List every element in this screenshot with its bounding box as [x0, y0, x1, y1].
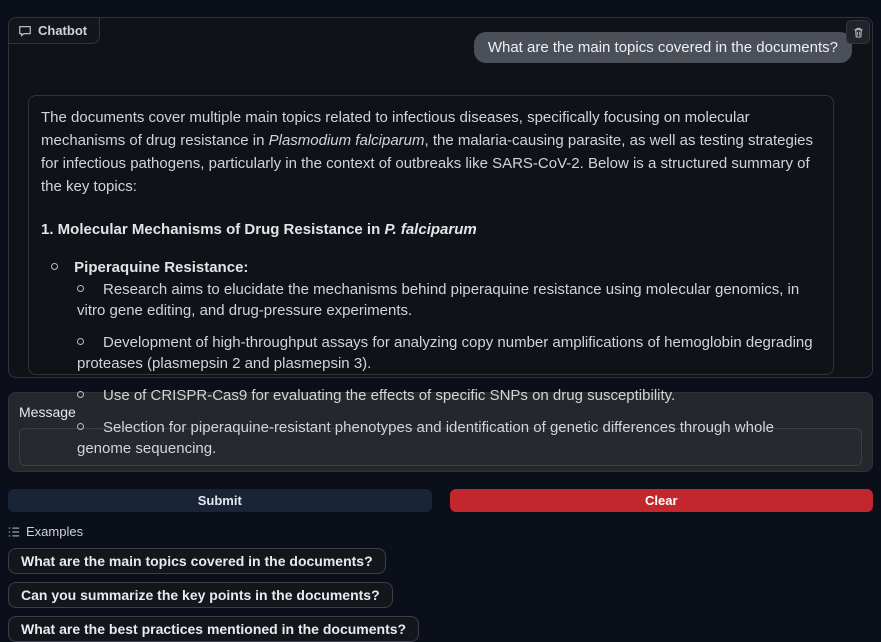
bot-point-item: Development of high-throughput assays for analyzing copy number amplifications of hemoglobin degrading proteases (plasmepsin 2 and plasmepsin 3). [77, 332, 821, 374]
bot-topic-item [51, 256, 821, 459]
action-button-row [8, 489, 873, 512]
bot-intro-paragraph: The documents cover multiple main topics related to infectious diseases, specifically focusing on molecular mechanisms of drug resistance in Plasmodium falciparum, the malaria-causing parasite, as well as testing strategies for infectious pathogens, particularly in the context of outbreaks like SARS-CoV-2. Below is a structured summary of the key topics: [41, 109, 814, 195]
examples-section [8, 524, 873, 642]
example-button[interactable]: What are the best practices mentioned in the documents? [8, 616, 419, 642]
examples-label: Examples [26, 524, 84, 539]
user-message-bubble[interactable]: What are the main topics covered in the documents? [474, 32, 852, 63]
bot-point-item: Research aims to elucidate the mechanisms behind piperaquine resistance using molecular genomics, in vitro gene editing, and drug-pressure experiments. [77, 279, 821, 321]
submit-button[interactable]: Submit [8, 489, 432, 512]
trash-icon [852, 26, 865, 39]
bot-points-list [77, 279, 821, 459]
chat-bubble-icon [18, 24, 32, 38]
bot-point-item: Selection for piperaquine-resistant phenotypes and identification of genetic differences through whole genome sequencing. [77, 417, 821, 459]
example-button[interactable]: Can you summarize the key points in the documents? [8, 582, 393, 608]
chatbot-label [9, 18, 100, 44]
message-label: Message [19, 404, 76, 420]
examples-header [8, 524, 873, 539]
clear-button[interactable]: Clear [450, 489, 874, 512]
clear-chat-button[interactable] [846, 20, 870, 44]
examples-list-icon [8, 526, 20, 538]
examples-list [8, 548, 708, 642]
example-button[interactable]: What are the main topics covered in the documents? [8, 548, 386, 574]
chatbot-label-text: Chatbot [38, 23, 88, 38]
bot-point-item: Use of CRISPR-Cas9 for evaluating the effects of specific SNPs on drug susceptibility. [77, 385, 821, 406]
bot-section-heading: 1. Molecular Mechanisms of Drug Resistance in P. falciparum [41, 221, 477, 238]
user-message-row [9, 32, 852, 63]
bot-topic-label: Piperaquine Resistance: [74, 259, 249, 276]
bot-topic-list [51, 256, 821, 459]
